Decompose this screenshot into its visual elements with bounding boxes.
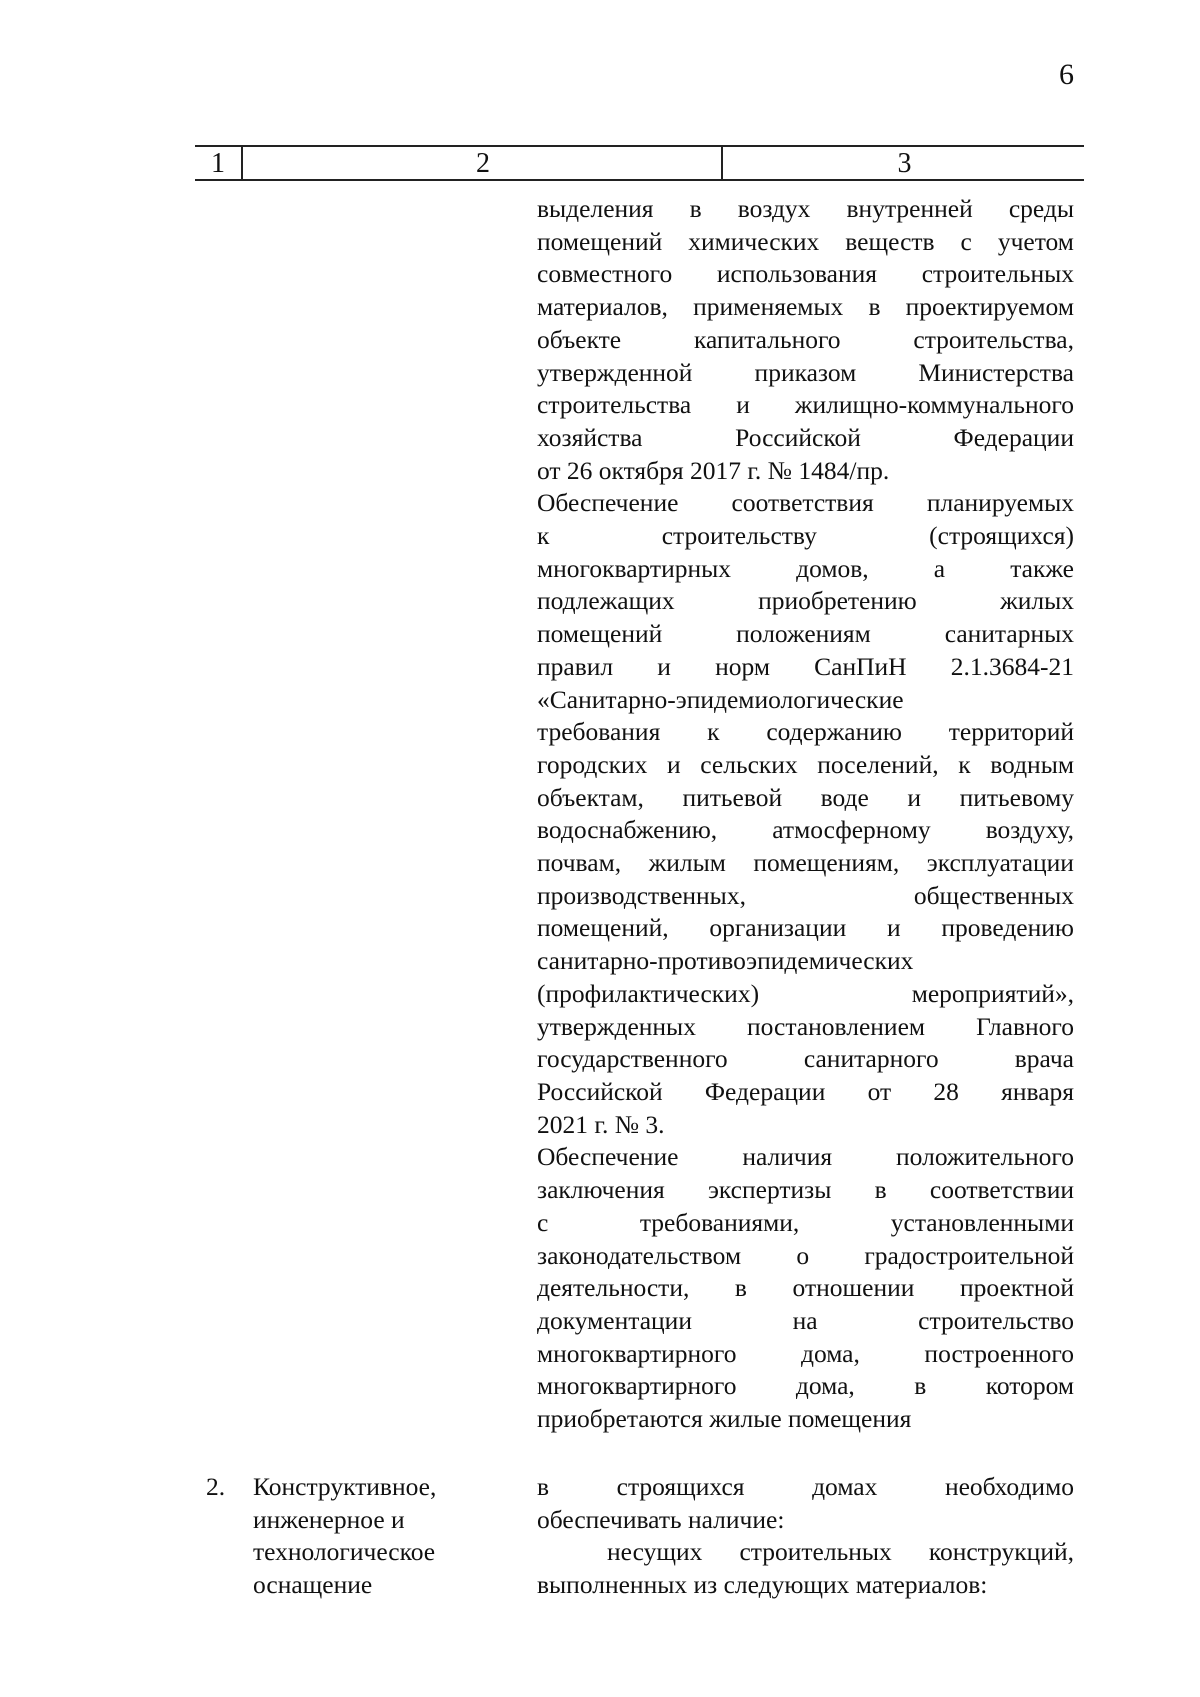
text-line: требования к содержанию территорий <box>537 717 1074 747</box>
text-line: совместного использования строительных <box>537 259 1074 289</box>
row2-title <box>253 1471 493 1602</box>
text-line: к строительству (строящихся) <box>537 521 1074 551</box>
table-header-col-3: 3 <box>721 147 1086 179</box>
row1-para-3 <box>537 1141 1074 1435</box>
text-line: выполненных из следующих материалов: <box>537 1570 988 1600</box>
text-line: Конструктивное, <box>253 1472 437 1501</box>
row2-number: 2. <box>206 1472 226 1501</box>
text-line: хозяйства Российской Федерации <box>537 422 1074 452</box>
text-line: правил и норм СанПиН 2.1.3684-21 <box>537 651 1074 681</box>
text-line: (профилактических) мероприятий», <box>537 978 1074 1008</box>
text-line: обеспечивать наличие: <box>537 1504 785 1534</box>
text-line: городских и сельских поселений, к водным <box>537 749 1074 779</box>
text-line: многоквартирного дома, построенного <box>537 1338 1074 1368</box>
text-line: многоквартирных домов, а также <box>537 553 1074 583</box>
text-line: в строящихся домах необходимо <box>537 1472 1074 1501</box>
text-line: заключения экспертизы в соответствии <box>537 1175 1074 1205</box>
text-line: санитарно-противоэпидемических <box>537 946 914 976</box>
text-line: несущих строительных конструкций, <box>607 1537 1074 1567</box>
text-line: законодательством о градостроительной <box>537 1240 1074 1270</box>
text-line: оснащение <box>253 1570 373 1600</box>
text-line: многоквартирного дома, в котором <box>537 1371 1074 1401</box>
text-line: 2021 г. № 3. <box>537 1109 665 1139</box>
row1-col3-text <box>537 193 1074 1436</box>
text-line: от 26 октября 2017 г. № 1484/пр. <box>537 455 890 485</box>
text-line: выделения в воздух внутренней среды <box>537 194 1074 223</box>
text-line: документации на строительство <box>537 1305 1074 1335</box>
text-line: помещений химических веществ с учетом <box>537 226 1074 256</box>
row2-col3-text <box>537 1471 1074 1602</box>
text-line: утвержденной приказом Министерства <box>537 357 1074 387</box>
text-line: Обеспечение наличия положительного <box>537 1142 1074 1172</box>
text-line: почвам, жилым помещениям, эксплуатации <box>537 848 1074 878</box>
text-line: производственных, общественных <box>537 880 1074 910</box>
text-line: государственного санитарного врача <box>537 1044 1074 1074</box>
text-line: объектам, питьевой воде и питьевому <box>537 782 1074 812</box>
page-number: 6 <box>1059 58 1074 91</box>
row1-para-1 <box>537 193 1074 487</box>
text-line: строительства и жилищно-коммунального <box>537 390 1074 420</box>
table-header-col-1: 1 <box>211 148 225 179</box>
text-line: деятельности, в отношении проектной <box>537 1273 1074 1303</box>
text-line: приобретаются жилые помещения <box>537 1404 912 1434</box>
text-line: водоснабжению, атмосферному воздуху, <box>537 815 1074 845</box>
text-line: помещений положениям санитарных <box>537 619 1074 649</box>
text-line: утвержденных постановлением Главного <box>537 1011 1074 1041</box>
text-line: с требованиями, установленными <box>537 1207 1074 1237</box>
text-line: материалов, применяемых в проектируемом <box>537 292 1074 322</box>
table-header-col-2: 2 <box>241 147 723 179</box>
text-line: объекте капитального строительства, <box>537 324 1074 354</box>
text-line: технологическое <box>253 1537 436 1567</box>
text-line: «Санитарно-эпидемиологические <box>537 684 904 714</box>
text-line: помещений, организации и проведению <box>537 913 1074 943</box>
row1-para-2 <box>537 487 1074 1141</box>
table-header-row <box>195 145 1084 181</box>
text-line: Обеспечение соответствия планируемых <box>537 488 1074 518</box>
text-line: инженерное и <box>253 1504 405 1534</box>
text-line: подлежащих приобретению жилых <box>537 586 1074 616</box>
text-line: Российской Федерации от 28 января <box>537 1076 1074 1106</box>
